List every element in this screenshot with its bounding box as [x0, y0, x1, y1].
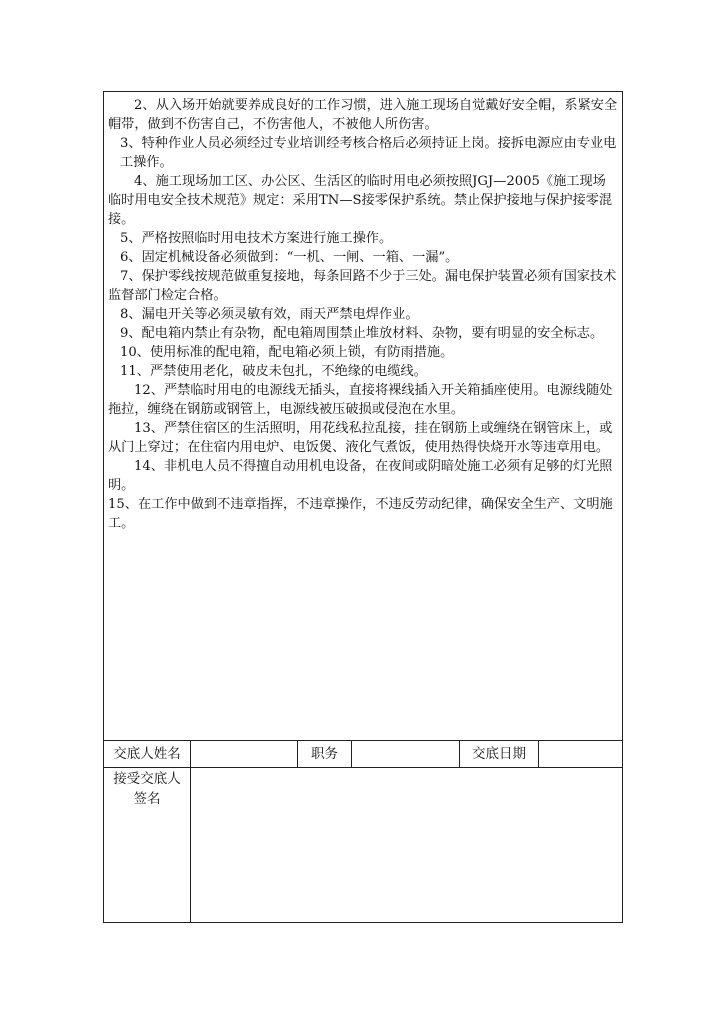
receiver-signature-field[interactable] [191, 768, 622, 922]
receiver-label-line2: 签名 [133, 791, 161, 807]
safety-content-cell [104, 92, 622, 741]
content-paragraph: 10、使用标准的配电箱，配电箱必须上锁，有防雨措施。 [120, 345, 454, 360]
content-paragraph: 12、严禁临时用电的电源线无插头，直接将裸线插入开关箱插座使用。电源线随处拖拉，缠绕在钢筋或钢管上，电源线被压破损或侵泡在水里。 [108, 383, 613, 417]
discloser-name-field[interactable] [191, 741, 298, 767]
receiver-label-line1: 接受交底人 [113, 771, 181, 787]
content-paragraph: 2、从入场开始就要养成良好的工作习惯，进入施工现场自觉戴好安全帽，系紧安全帽带，做到不伤害自己，不伤害他人，不被他人所伤害。 [108, 98, 618, 132]
signature-row [104, 741, 622, 768]
position-field[interactable] [352, 741, 460, 767]
content-paragraph: 9、配电箱内禁止有杂物，配电箱周围禁止堆放材料、杂物，要有明显的安全标志。 [120, 326, 604, 341]
receiver-signature-label [104, 768, 191, 922]
content-paragraph: 14、非机电人员不得擅自动用机电设备，在夜间或阴暗处施工必须有足够的灯光照明。 [108, 459, 613, 493]
disclosure-date-label: 交底日期 [460, 741, 539, 767]
receiver-signature-row [104, 768, 622, 922]
paragraph-list [108, 96, 618, 533]
content-paragraph: 6、固定机械设备必须做到：“一机、一闸、一箱、一漏”。 [120, 250, 459, 265]
disclosure-table [103, 91, 623, 923]
content-paragraph: 8、漏电开关等必须灵敏有效，雨天严禁电焊作业。 [120, 307, 419, 322]
content-paragraph: 5、严格按照临时用电技术方案进行施工操作。 [120, 231, 393, 246]
position-label: 职务 [298, 741, 352, 767]
content-paragraph: 7、保护零线按规范做重复接地，每条回路不少于三处。漏电保护装置必须有国家技术监督部门检定合格。 [108, 269, 617, 303]
disclosure-date-field[interactable] [539, 741, 622, 767]
content-paragraph: 15、在工作中做到不违章指挥，不违章操作，不违反劳动纪律，确保安全生产、文明施工。 [108, 497, 613, 531]
content-paragraph: 13、严禁住宿区的生活照明，用花线私拉乱接，挂在钢筋上或缠绕在钢管床上，或从门上穿过；在住宿内用电炉、电饭煲、液化气煮饭，使用热得快烧开水等违章用电。 [108, 421, 613, 455]
content-paragraph: 3、特种作业人员必须经过专业培训经考核合格后必须持证上岗。接拆电源应由专业电工操作。 [120, 136, 617, 170]
content-paragraph: 4、施工现场加工区、办公区、生活区的临时用电必须按照JGJ—2005《施工现场临时用电安全技术规范》规定：采用TN—S接零保护系统。禁止保护接地与保护接零混接。 [108, 174, 613, 227]
content-paragraph: 11、严禁使用老化，破皮未包扎，不绝缘的电缆线。 [120, 364, 427, 379]
discloser-name-label: 交底人姓名 [104, 741, 191, 767]
